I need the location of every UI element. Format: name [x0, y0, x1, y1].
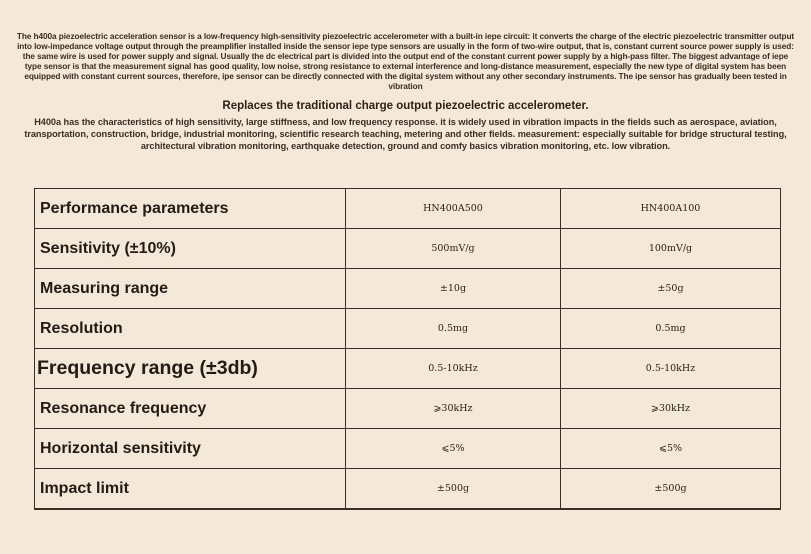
spec-table	[34, 188, 781, 510]
table-row	[35, 429, 781, 469]
param-label: Resolution	[35, 309, 346, 349]
model-b-value: ⩽5%	[561, 429, 781, 469]
intro-paragraph: The h400a piezoelectric acceleration sensor is a low-frequency high-sensitivity piezoelectric accelerometer with a built-in iepe circuit: it converts the charge of the electric piezoelectric transmitter output into low-impedance voltage output through the preamplifier installed inside the sensor iepe type sensors are usually in the form of two-wire output, that is, constant current source power supply is used: the same wire is used for power supply and signal. Usually the dc electrical part is divided into the output end of the constant current power supply by a high-pass filter. The biggest advantage of iepe type sensor is that the measurement signal has good quality, low noise, strong resistance to external interference and long-distance measurement, especially the new type of digital system has been equipped with constant current sources, therefore, ipe sensor can be directly connected with the digital system without any other secondary instruments. The ipe sensor has gradually been tested in vibration	[16, 31, 795, 92]
model-a-value: 0.5-10kHz	[346, 349, 561, 389]
table-row	[35, 469, 781, 510]
model-b-value: ⩾30kHz	[561, 389, 781, 429]
model-a-value: 0.5mg	[346, 309, 561, 349]
model-a-value: ±500g	[346, 469, 561, 510]
model-a-value: ⩽5%	[346, 429, 561, 469]
table-row	[35, 389, 781, 429]
table-row	[35, 269, 781, 309]
model-a-value: 500mV/g	[346, 229, 561, 269]
table-row	[35, 349, 781, 389]
param-label: Performance parameters	[35, 189, 346, 229]
param-label: Sensitivity (±10%)	[35, 229, 346, 269]
model-a-name: HN400A500	[346, 189, 561, 229]
model-b-name: HN400A100	[561, 189, 781, 229]
table-row	[35, 309, 781, 349]
param-label: Impact limit	[35, 469, 346, 510]
param-label: Measuring range	[35, 269, 346, 309]
model-b-value: 0.5mg	[561, 309, 781, 349]
model-b-value: ±50g	[561, 269, 781, 309]
features-paragraph: H400a has the characteristics of high sensitivity, large stiffness, and low frequency response. it is widely used in vibration impacts in the fields such as aerospace, aviation, transportation, construction, bridge, industrial monitoring, scientific research teaching, metering and other fields. measurement: especially suitable for bridge structural testing, architectural vibration monitoring, earthquake detection, ground and comfy basics vibration monitoring, etc. low vibration.	[24, 117, 787, 151]
model-a-value: ±10g	[346, 269, 561, 309]
model-b-value: 0.5-10kHz	[561, 349, 781, 389]
param-label: Horizontal sensitivity	[35, 429, 346, 469]
model-a-value: ⩾30kHz	[346, 389, 561, 429]
model-b-value: 100mV/g	[561, 229, 781, 269]
table-row	[35, 229, 781, 269]
param-label: Frequency range (±3db)	[35, 349, 346, 389]
table-row-header	[35, 189, 781, 229]
section-subtitle: Replaces the traditional charge output piezoelectric accelerometer.	[222, 100, 589, 112]
model-b-value: ±500g	[561, 469, 781, 510]
param-label: Resonance frequency	[35, 389, 346, 429]
